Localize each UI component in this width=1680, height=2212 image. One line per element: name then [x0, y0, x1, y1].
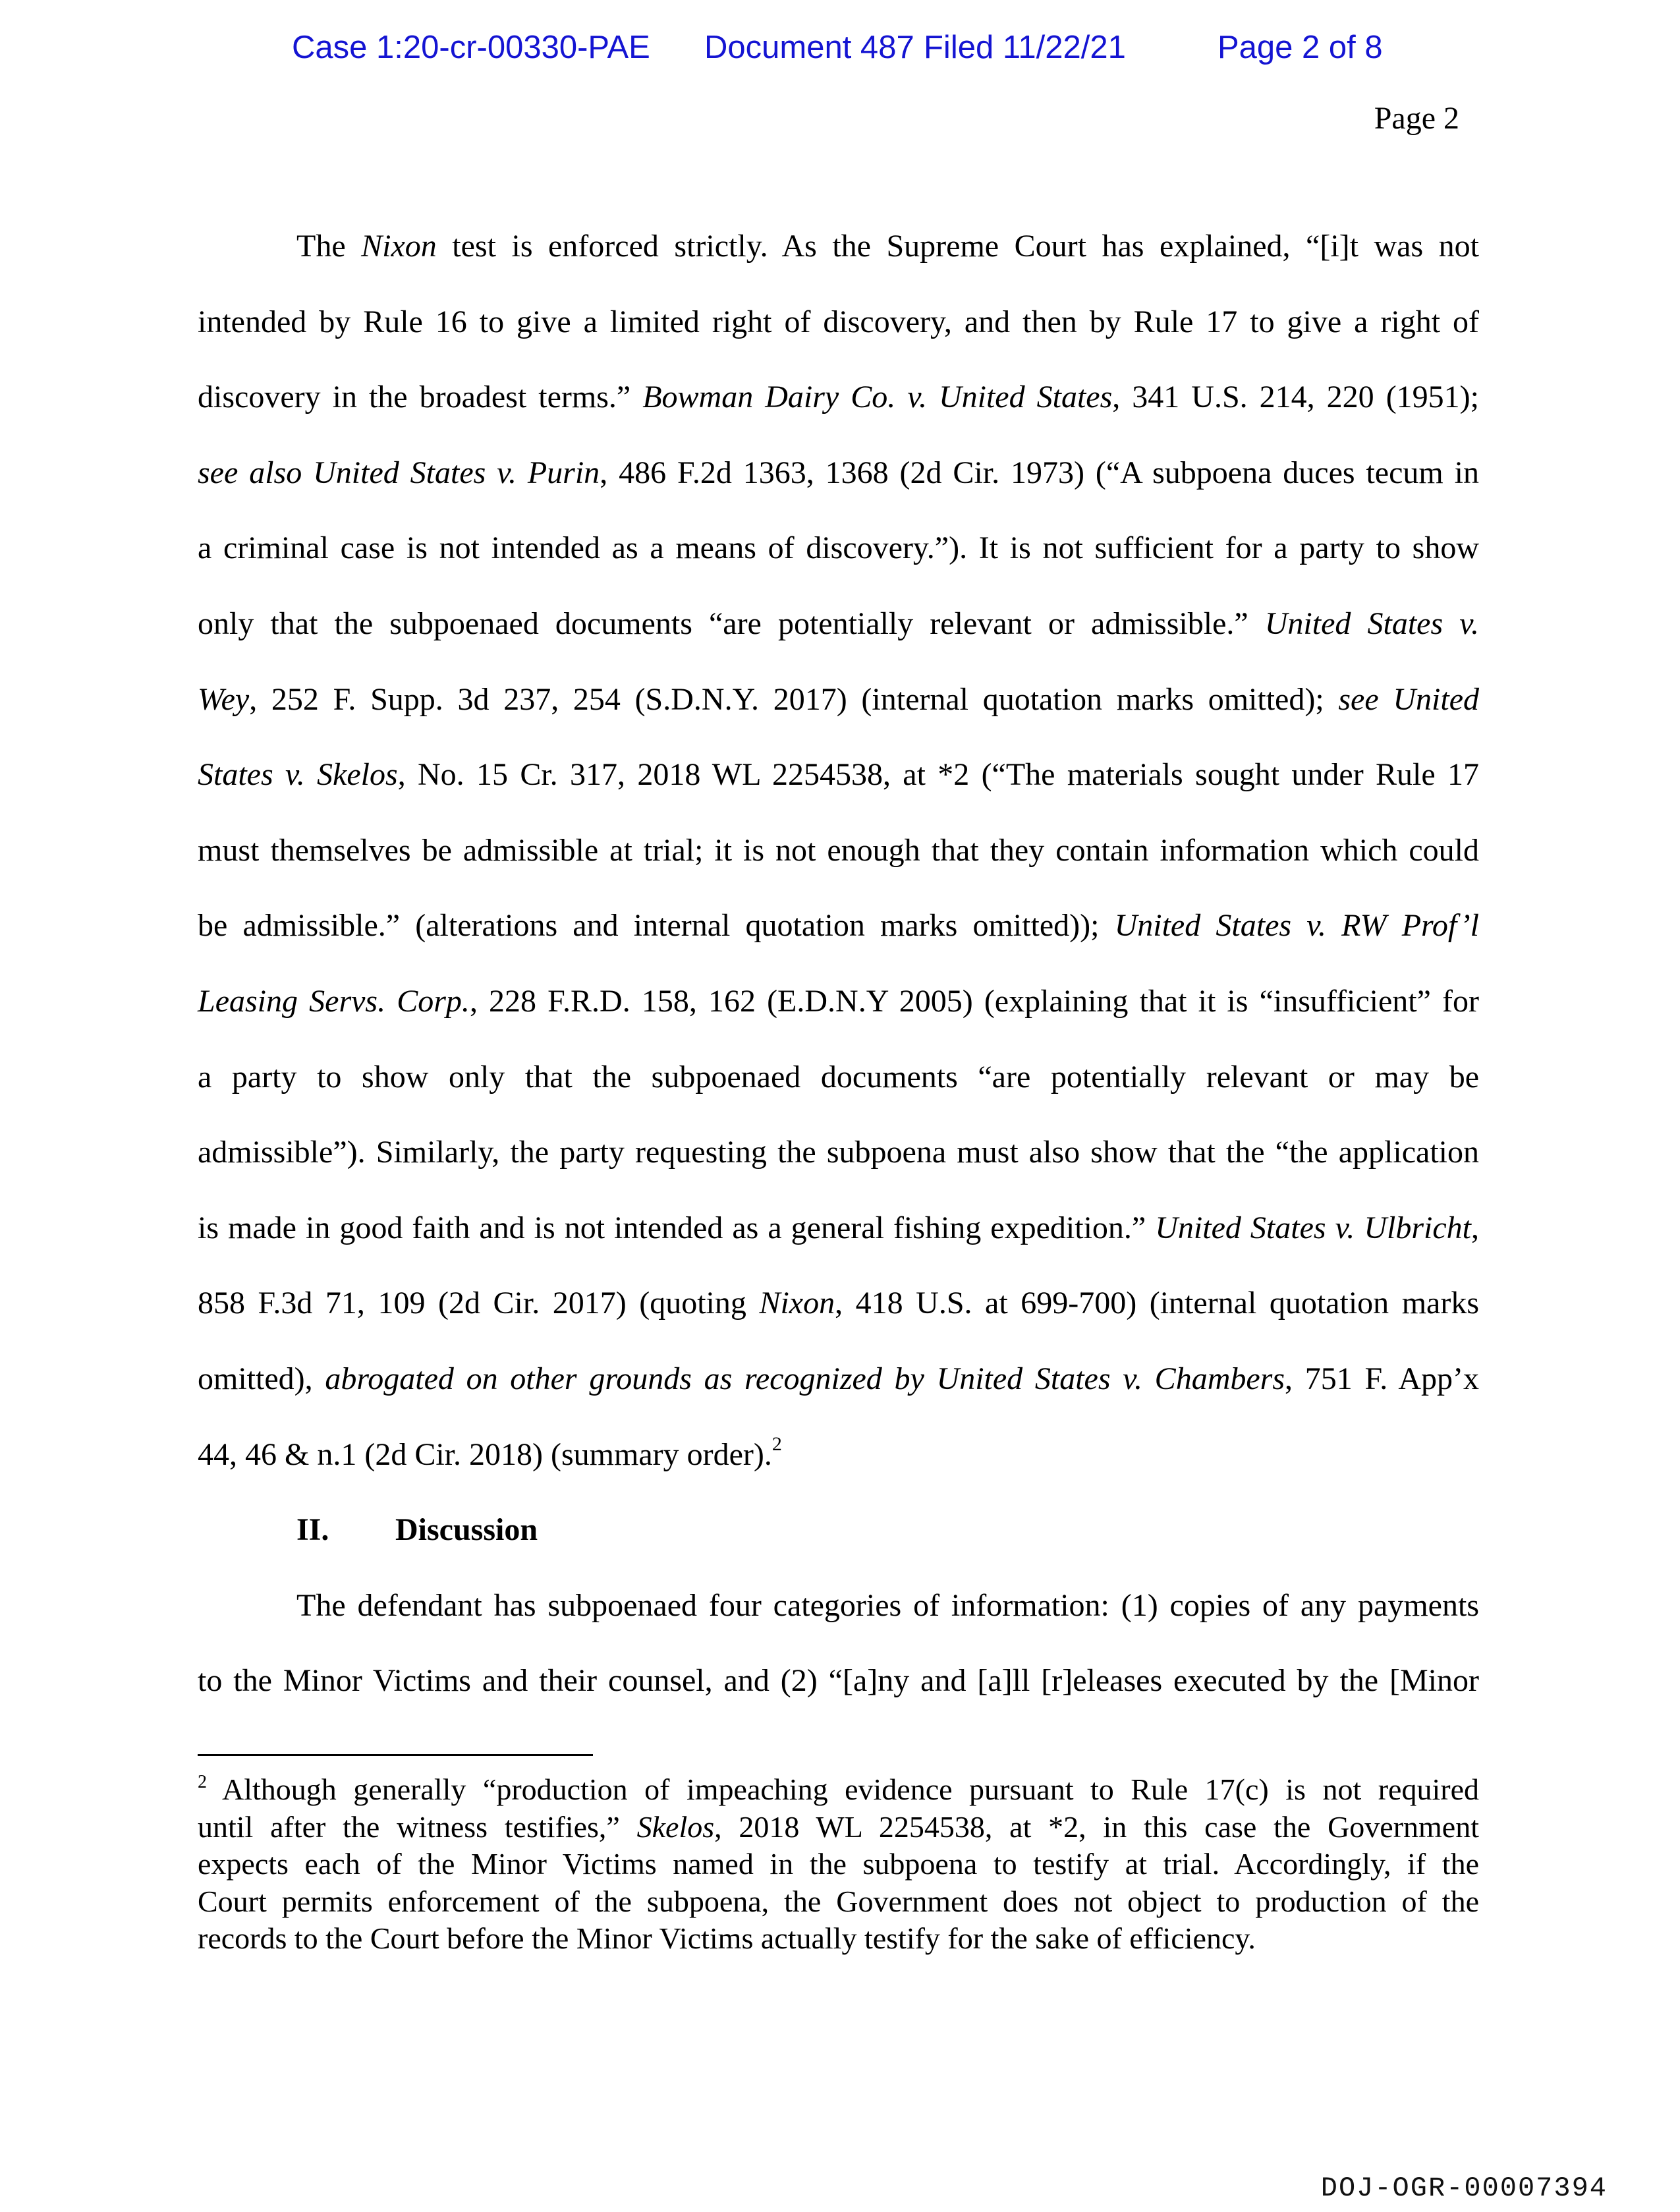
section-number: II.	[296, 1512, 329, 1548]
text-line	[198, 436, 1479, 511]
text-line	[198, 1809, 1479, 1846]
text-run: The defendant has subpoenaed four categories of information: (1) copies of any payments	[296, 1587, 1479, 1623]
section-heading	[198, 1492, 1479, 1568]
text-line	[198, 1771, 1479, 1809]
text-line	[198, 285, 1479, 360]
text-run: is made in good faith and is not intended as a general fishing expedition.”	[198, 1210, 1156, 1245]
footnote-separator	[198, 1754, 593, 1756]
text-line	[198, 1417, 1479, 1493]
text-run: , 751 F. App’x	[1285, 1361, 1479, 1396]
paragraph-discussion	[198, 1568, 1479, 1719]
text-line	[198, 1191, 1479, 1266]
text-line	[198, 1846, 1479, 1883]
text-line	[198, 586, 1479, 662]
text-run: , No. 15 Cr. 317, 2018 WL 2254538, at *2 (“The materials sought under Rule 17	[397, 757, 1479, 793]
paragraph-nixon-test	[198, 209, 1479, 1492]
text-run: to the Minor Victims and their counsel, and (2) “[a]ny and [a]ll [r]eleases executed by the [Minor	[198, 1663, 1479, 1699]
text-run: a criminal case is not intended as a means of discovery.”). It is not sufficient for a party to show	[198, 530, 1479, 566]
text-run: intended by Rule 16 to give a limited right of discovery, and then by Rule 17 to give a right of	[198, 304, 1479, 339]
citation-italic: United States v. Ulbricht	[1155, 1210, 1471, 1245]
text-run: records to the Court before the Minor Victims actually testify for the sake of efficiency.	[198, 1921, 1256, 1955]
citation-italic: United States v.	[1264, 606, 1479, 641]
text-run: , 486 F.2d 1363, 1368 (2d Cir. 1973) (“A subpoena duces tecum in	[600, 455, 1479, 490]
text-line	[198, 1883, 1479, 1921]
citation-italic: Nixon	[361, 229, 437, 264]
document-number: Document 487	[704, 30, 914, 65]
footnote-marker: 2	[198, 1772, 207, 1792]
ecf-filing-header	[292, 29, 1412, 69]
text-run: until after the witness testifies,”	[198, 1809, 637, 1844]
citation-italic: Wey	[198, 681, 250, 717]
text-run: , 341 U.S. 214, 220 (1951);	[1112, 380, 1479, 415]
text-run: test is enforced strictly. As the Supreme Court has explained, “[i]t was not	[436, 229, 1480, 264]
text-run: 44, 46 & n.1 (2d Cir. 2018) (summary order).	[198, 1436, 772, 1472]
citation-italic: Skelos	[636, 1809, 715, 1844]
text-line	[198, 1643, 1479, 1719]
citation-italic: Leasing Servs. Corp.	[198, 983, 470, 1019]
citation-italic: abrogated on other grounds as recognized by United States v. Chambers	[325, 1361, 1285, 1396]
citation-italic: see United	[1338, 681, 1479, 717]
text-line	[198, 1568, 1479, 1644]
case-number: Case 1:20-cr-00330-PAE	[292, 30, 650, 65]
text-run: 858 F.3d 71, 109 (2d Cir. 2017) (quoting	[198, 1286, 760, 1321]
filed-date: Filed 11/22/21	[924, 30, 1126, 65]
text-line	[198, 209, 1479, 285]
text-line	[198, 1920, 1479, 1958]
text-run: The	[296, 229, 362, 264]
citation-italic: Nixon	[759, 1286, 835, 1321]
text-run: be admissible.” (alterations and internal quotation marks omitted));	[198, 908, 1115, 944]
text-run: , 252 F. Supp. 3d 237, 254 (S.D.N.Y. 2017) (internal quotation marks omitted);	[249, 681, 1339, 717]
citation-italic: Bowman Dairy Co. v. United States	[642, 380, 1113, 415]
text-run: Although generally “production of impeaching evidence pursuant to Rule 17(c) is not required	[207, 1772, 1479, 1806]
text-run: admissible”). Similarly, the party requesting the subpoena must also show that the “the application	[198, 1135, 1479, 1170]
text-run: discovery in the broadest terms.”	[198, 380, 643, 415]
text-line	[198, 964, 1479, 1040]
text-line	[198, 888, 1479, 964]
footnote-2	[198, 1771, 1479, 1958]
text-line	[198, 737, 1479, 813]
text-run: a party to show only that the subpoenaed documents “are potentially relevant or may be	[198, 1059, 1479, 1094]
citation-italic: United States v. RW Prof’l	[1114, 908, 1479, 944]
text-line	[198, 360, 1479, 436]
citation-italic: see also United States v. Purin	[198, 455, 600, 490]
text-run: ,	[1471, 1210, 1479, 1245]
text-line	[198, 511, 1479, 586]
bates-number: DOJ-OGR-00007394	[1320, 2172, 1608, 2204]
text-line	[198, 662, 1479, 738]
citation-italic: States v. Skelos	[198, 757, 398, 793]
page-of-total: Page 2 of 8	[1218, 30, 1383, 65]
text-run: Court permits enforcement of the subpoena, the Government does not object to production of the	[198, 1884, 1479, 1918]
text-run: expects each of the Minor Victims named in the subpoena to testify at trial. Accordingly, if the	[198, 1847, 1479, 1881]
text-run: omitted),	[198, 1361, 325, 1396]
text-run: , 228 F.R.D. 158, 162 (E.D.N.Y 2005) (explaining that it is “insufficient” for	[469, 983, 1480, 1019]
text-line	[198, 813, 1479, 889]
text-run: , 418 U.S. at 699-700) (internal quotation marks	[835, 1286, 1479, 1321]
text-line	[198, 1266, 1479, 1342]
text-line	[198, 1040, 1479, 1116]
text-line	[198, 1342, 1479, 1417]
text-line	[198, 1115, 1479, 1191]
document-body	[198, 209, 1479, 1719]
text-run: must themselves be admissible at trial; it is not enough that they contain information which could	[198, 832, 1479, 868]
page-label: Page 2	[1374, 101, 1459, 136]
text-run: only that the subpoenaed documents “are potentially relevant or admissible.”	[198, 606, 1265, 641]
text-run: , 2018 WL 2254538, at *2, in this case the Government	[714, 1809, 1479, 1844]
footnote-marker: 2	[771, 1432, 782, 1455]
section-title: Discussion	[395, 1512, 538, 1548]
